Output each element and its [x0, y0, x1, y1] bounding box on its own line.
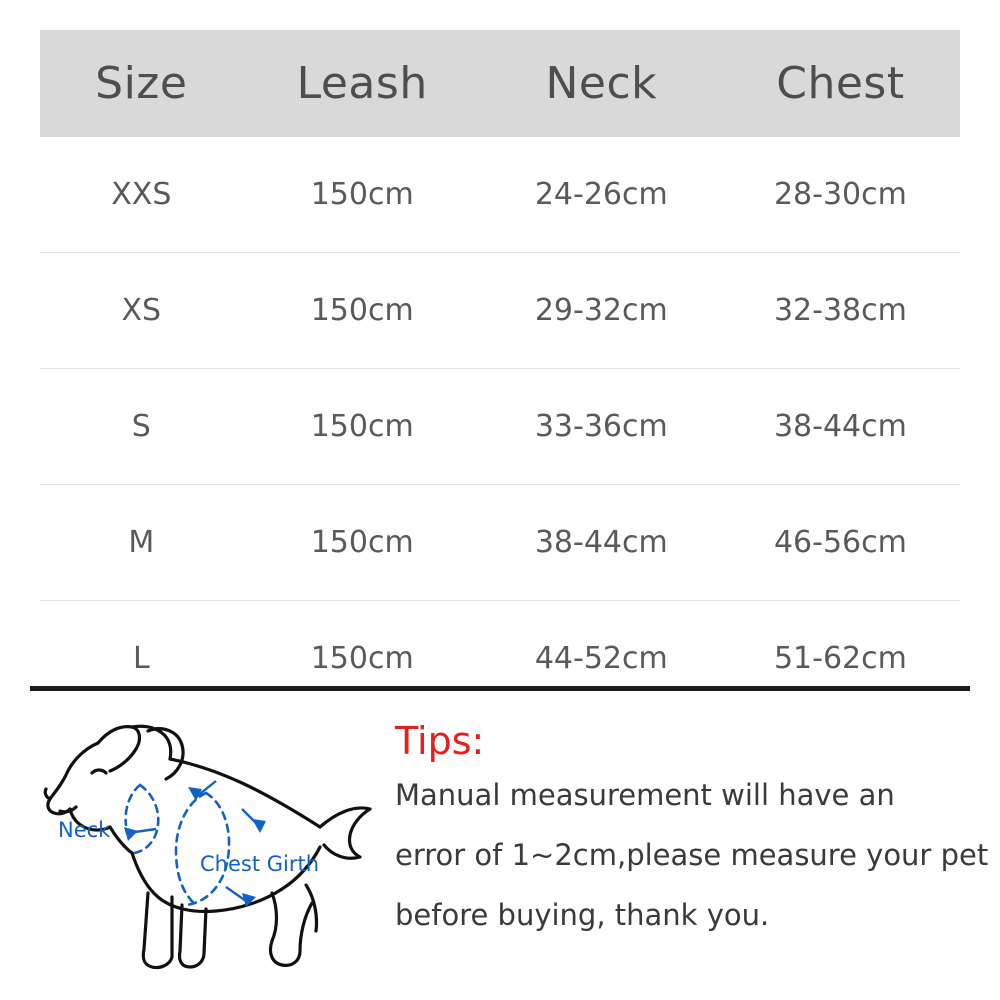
column-header-leash: Leash [243, 30, 482, 137]
cell-chest: 38-44cm [721, 369, 960, 485]
cell-neck: 33-36cm [482, 369, 721, 485]
measurement-leaders [128, 781, 260, 901]
table-row [40, 369, 960, 485]
cell-size: S [40, 369, 243, 485]
cell-leash: 150cm [243, 485, 482, 601]
table-row [40, 253, 960, 369]
cell-neck: 24-26cm [482, 137, 721, 253]
dog-outline [45, 726, 370, 967]
cell-size: L [132, 641, 150, 676]
table-row [40, 137, 960, 253]
chest-measure-label: Chest Girth [200, 852, 320, 876]
tips-title: Tips: [395, 719, 485, 763]
cell-size: XXS [40, 137, 243, 253]
column-header-chest: Chest [721, 30, 960, 137]
neck-measure-label: Neck [58, 818, 111, 842]
measurement-guides [126, 785, 229, 905]
cell-neck: 38-44cm [482, 485, 721, 601]
dog-illustration-svg [20, 701, 390, 991]
cell-size: XS [40, 253, 243, 369]
size-chart-table [40, 30, 960, 716]
table-header-row [40, 30, 960, 137]
dog-measurement-diagram [20, 701, 390, 991]
table-row [40, 485, 960, 601]
tips-line: error of 1~2cm,please measure your pet [395, 837, 989, 872]
cell-neck: 29-32cm [482, 253, 721, 369]
bottom-section [0, 691, 1000, 1000]
column-header-neck: Neck [482, 30, 721, 137]
tips-line: before buying, thank you. [395, 897, 770, 932]
cell-size: M [40, 485, 243, 601]
cell-leash: 150cm [310, 641, 414, 676]
cell-chest: 51-62cm [773, 641, 907, 676]
cell-chest: 28-30cm [721, 137, 960, 253]
tips-block [395, 719, 989, 961]
cell-leash: 150cm [243, 137, 482, 253]
table-body [40, 137, 960, 716]
cell-neck: 44-52cm [534, 641, 668, 676]
table-header [40, 30, 960, 137]
cell-chest: 32-38cm [721, 253, 960, 369]
cell-leash: 150cm [243, 369, 482, 485]
cell-leash: 150cm [243, 253, 482, 369]
cell-chest: 46-56cm [721, 485, 960, 601]
column-header-size: Size [40, 30, 243, 137]
tips-line: Manual measurement will have an [395, 777, 895, 812]
